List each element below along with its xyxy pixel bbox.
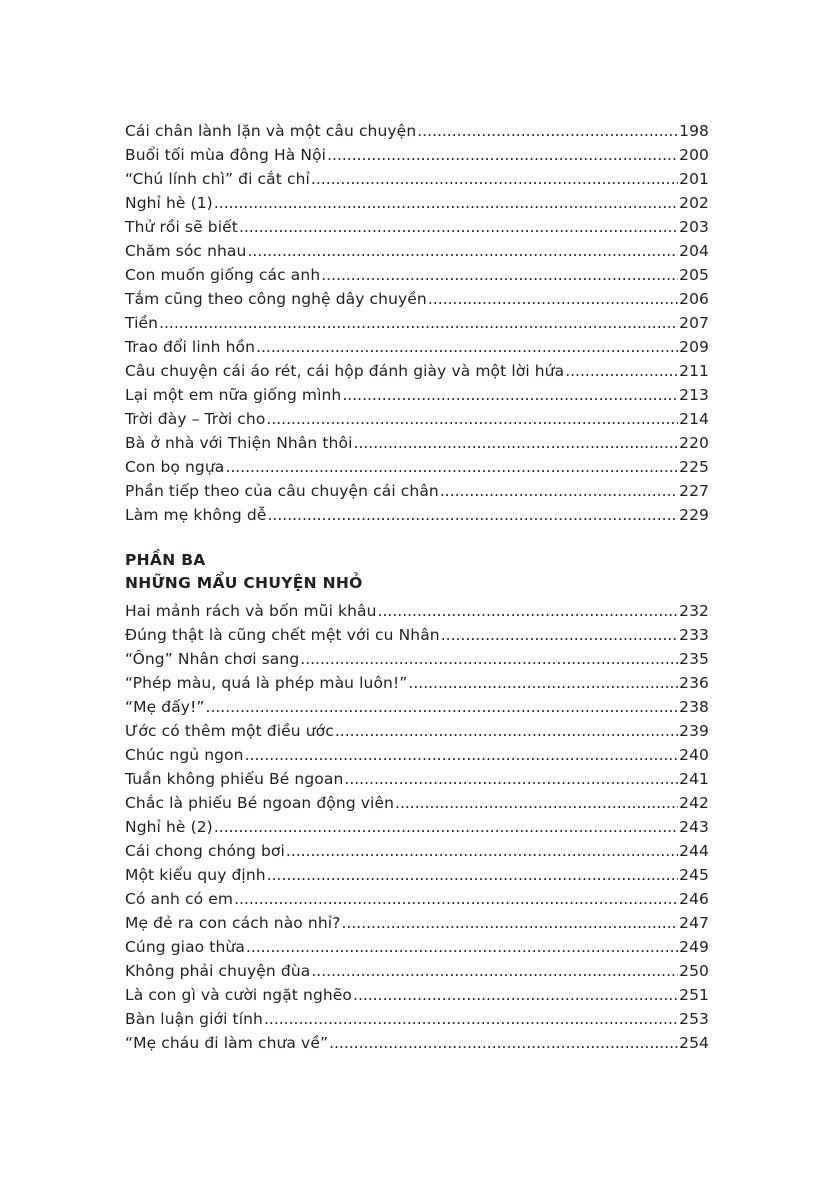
toc-entry xyxy=(125,815,709,839)
dot-leader xyxy=(267,863,678,887)
toc-entry-title: Con bọ ngựa xyxy=(125,458,225,476)
toc-entry-page-number: 254 xyxy=(679,1034,709,1052)
toc-entry-page-number: 205 xyxy=(679,266,709,284)
toc-entry-title: Là con gì và cười ngặt nghẽo xyxy=(125,986,353,1004)
toc-entry-page-number: 225 xyxy=(679,458,709,476)
dot-leader xyxy=(214,191,678,215)
toc-entry xyxy=(125,767,709,791)
toc-entry-title: Hai mảnh rách và bốn mũi khâu xyxy=(125,602,377,620)
toc-entry xyxy=(125,215,709,239)
toc-entry xyxy=(125,191,709,215)
dot-leader xyxy=(342,911,679,935)
toc-entry xyxy=(125,167,709,191)
toc-entry-page-number: 209 xyxy=(679,338,709,356)
toc-entry-page-number: 207 xyxy=(679,314,709,332)
dot-leader xyxy=(239,215,678,239)
dot-leader xyxy=(266,407,678,431)
dot-leader xyxy=(311,167,678,191)
toc-entry-page-number: 242 xyxy=(679,794,709,812)
dot-leader xyxy=(395,791,678,815)
toc-entry-title: Phần tiếp theo của câu chuyện cái chân xyxy=(125,482,439,500)
toc-entry xyxy=(125,1007,709,1031)
toc-entry-page-number: 253 xyxy=(679,1010,709,1028)
toc-entry-page-number: 243 xyxy=(679,818,709,836)
toc-entry xyxy=(125,479,709,503)
toc-entry-page-number: 211 xyxy=(679,362,709,380)
toc-entry-title: Lại một em nữa giống mình xyxy=(125,386,342,404)
toc-entry-page-number: 239 xyxy=(679,722,709,740)
toc-entry-page-number: 229 xyxy=(679,506,709,524)
dot-leader xyxy=(225,455,678,479)
dot-leader xyxy=(234,887,678,911)
toc-entry-title: Thử rồi sẽ biết xyxy=(125,218,238,236)
dot-leader xyxy=(378,599,679,623)
toc-entry-page-number: 249 xyxy=(679,938,709,956)
toc-entry xyxy=(125,743,709,767)
toc-entry-title: Nghỉ hè (2) xyxy=(125,818,213,836)
toc-entry-title: Tuần không phiếu Bé ngoan xyxy=(125,770,344,788)
dot-leader xyxy=(300,647,678,671)
toc-entry xyxy=(125,839,709,863)
toc-entry-title: Con muốn giống các anh xyxy=(125,266,321,284)
dot-leader xyxy=(327,143,678,167)
toc-entry-page-number: 227 xyxy=(679,482,709,500)
toc-entry-page-number: 201 xyxy=(679,170,709,188)
toc-entry-title: “Chú lính chì” đi cắt chỉ xyxy=(125,170,310,188)
dot-leader xyxy=(440,479,678,503)
toc-entry-page-number: 235 xyxy=(679,650,709,668)
dot-leader xyxy=(247,239,678,263)
toc-entry xyxy=(125,455,709,479)
part-title: NHỮNG MẨU CHUYỆN NHỎ xyxy=(125,574,363,592)
toc-entry-title: Tắm cũng theo công nghệ dây chuyền xyxy=(125,290,427,308)
toc-entry-page-number: 203 xyxy=(679,218,709,236)
toc-entry xyxy=(125,431,709,455)
toc-entry xyxy=(125,719,709,743)
toc-entry xyxy=(125,599,709,623)
toc-entry-page-number: 246 xyxy=(679,890,709,908)
toc-entry-page-number: 238 xyxy=(679,698,709,716)
toc-entry xyxy=(125,647,709,671)
dot-leader xyxy=(441,623,678,647)
toc-entry-title: Đúng thật là cũng chết mệt với cu Nhân xyxy=(125,626,440,644)
table-of-contents-page xyxy=(125,119,709,1055)
dot-leader xyxy=(246,935,678,959)
toc-entry-title: Chúc ngủ ngon xyxy=(125,746,244,764)
dot-leader xyxy=(353,983,678,1007)
toc-entry-title: Làm mẹ không dễ xyxy=(125,506,267,524)
toc-entry-title: Bàn luận giới tính xyxy=(125,1010,263,1028)
toc-entry-title: Bà ở nhà với Thiện Nhân thôi xyxy=(125,434,353,452)
dot-leader xyxy=(428,287,678,311)
toc-entry xyxy=(125,1031,709,1055)
toc-entry-title: Mẹ đẻ ra con cách nào nhỉ? xyxy=(125,914,341,932)
toc-entry-title: Không phải chuyện đùa xyxy=(125,962,311,980)
toc-entry-title: Có anh có em xyxy=(125,890,234,908)
toc-entry-page-number: 240 xyxy=(679,746,709,764)
toc-entry-page-number: 233 xyxy=(679,626,709,644)
toc-entry-title: Trao đổi linh hồn xyxy=(125,338,256,356)
dot-leader xyxy=(417,119,678,143)
dot-leader xyxy=(206,695,679,719)
toc-entry-title: Cúng giao thừa xyxy=(125,938,245,956)
dot-leader xyxy=(342,383,678,407)
toc-entry xyxy=(125,911,709,935)
toc-entry xyxy=(125,407,709,431)
dot-leader xyxy=(565,359,678,383)
toc-entry-title: Ước có thêm một điều ước xyxy=(125,722,334,740)
dot-leader xyxy=(408,671,678,695)
toc-entry-title: Chăm sóc nhau xyxy=(125,242,247,260)
toc-entry-page-number: 236 xyxy=(679,674,709,692)
dot-leader xyxy=(267,503,678,527)
toc-entry xyxy=(125,959,709,983)
toc-entry xyxy=(125,143,709,167)
toc-entry-title: Câu chuyện cái áo rét, cái hộp đánh giày và một lời hứa xyxy=(125,362,565,380)
toc-entry xyxy=(125,359,709,383)
toc-entry-title: “Ông” Nhân chơi sang xyxy=(125,650,300,668)
dot-leader xyxy=(321,263,678,287)
dot-leader xyxy=(245,743,679,767)
toc-entry-title: Buổi tối mùa đông Hà Nội xyxy=(125,146,327,164)
toc-entry xyxy=(125,863,709,887)
toc-entry-page-number: 220 xyxy=(679,434,709,452)
toc-entry-title: “Mẹ cháu đi làm chưa về” xyxy=(125,1034,329,1052)
dot-leader xyxy=(311,959,678,983)
toc-entry-page-number: 202 xyxy=(679,194,709,212)
toc-entry-page-number: 206 xyxy=(679,290,709,308)
toc-list-part-two xyxy=(125,119,709,527)
toc-entry-title: “Phép màu, quá là phép màu luôn!” xyxy=(125,674,408,692)
toc-entry-title: Cái chong chóng bơi xyxy=(125,842,285,860)
toc-entry xyxy=(125,335,709,359)
toc-entry-page-number: 200 xyxy=(679,146,709,164)
toc-entry xyxy=(125,239,709,263)
dot-leader xyxy=(214,815,678,839)
toc-entry xyxy=(125,887,709,911)
dot-leader xyxy=(353,431,678,455)
toc-entry xyxy=(125,311,709,335)
dot-leader xyxy=(286,839,678,863)
toc-entry xyxy=(125,263,709,287)
dot-leader xyxy=(256,335,678,359)
toc-entry-title: Nghỉ hè (1) xyxy=(125,194,213,212)
toc-entry xyxy=(125,119,709,143)
toc-entry xyxy=(125,623,709,647)
toc-entry-page-number: 213 xyxy=(679,386,709,404)
toc-entry-page-number: 214 xyxy=(679,410,709,428)
toc-entry xyxy=(125,383,709,407)
toc-entry-title: Trời đày – Trời cho xyxy=(125,410,266,428)
toc-entry-page-number: 198 xyxy=(679,122,709,140)
toc-entry-page-number: 204 xyxy=(679,242,709,260)
toc-entry-page-number: 241 xyxy=(679,770,709,788)
toc-entry-page-number: 232 xyxy=(679,602,709,620)
toc-entry-title: “Mẹ đấy!” xyxy=(125,698,205,716)
toc-entry xyxy=(125,671,709,695)
dot-leader xyxy=(335,719,678,743)
toc-entry-title: Tiền xyxy=(125,314,159,332)
toc-entry-page-number: 247 xyxy=(679,914,709,932)
toc-list-part-three xyxy=(125,599,709,1055)
toc-entry xyxy=(125,287,709,311)
toc-entry-page-number: 251 xyxy=(679,986,709,1004)
toc-entry xyxy=(125,503,709,527)
section-heading xyxy=(125,549,709,595)
toc-entry-page-number: 245 xyxy=(679,866,709,884)
dot-leader xyxy=(344,767,678,791)
part-label: PHẦN BA xyxy=(125,551,206,569)
toc-entry-title: Một kiểu quy định xyxy=(125,866,266,884)
toc-entry xyxy=(125,935,709,959)
dot-leader xyxy=(159,311,678,335)
toc-entry xyxy=(125,695,709,719)
dot-leader xyxy=(264,1007,678,1031)
toc-entry-title: Chắc là phiếu Bé ngoan động viên xyxy=(125,794,395,812)
toc-entry-page-number: 244 xyxy=(679,842,709,860)
toc-entry-title: Cái chân lành lặn và một câu chuyện xyxy=(125,122,417,140)
toc-entry xyxy=(125,791,709,815)
toc-entry xyxy=(125,983,709,1007)
dot-leader xyxy=(329,1031,678,1055)
toc-entry-page-number: 250 xyxy=(679,962,709,980)
